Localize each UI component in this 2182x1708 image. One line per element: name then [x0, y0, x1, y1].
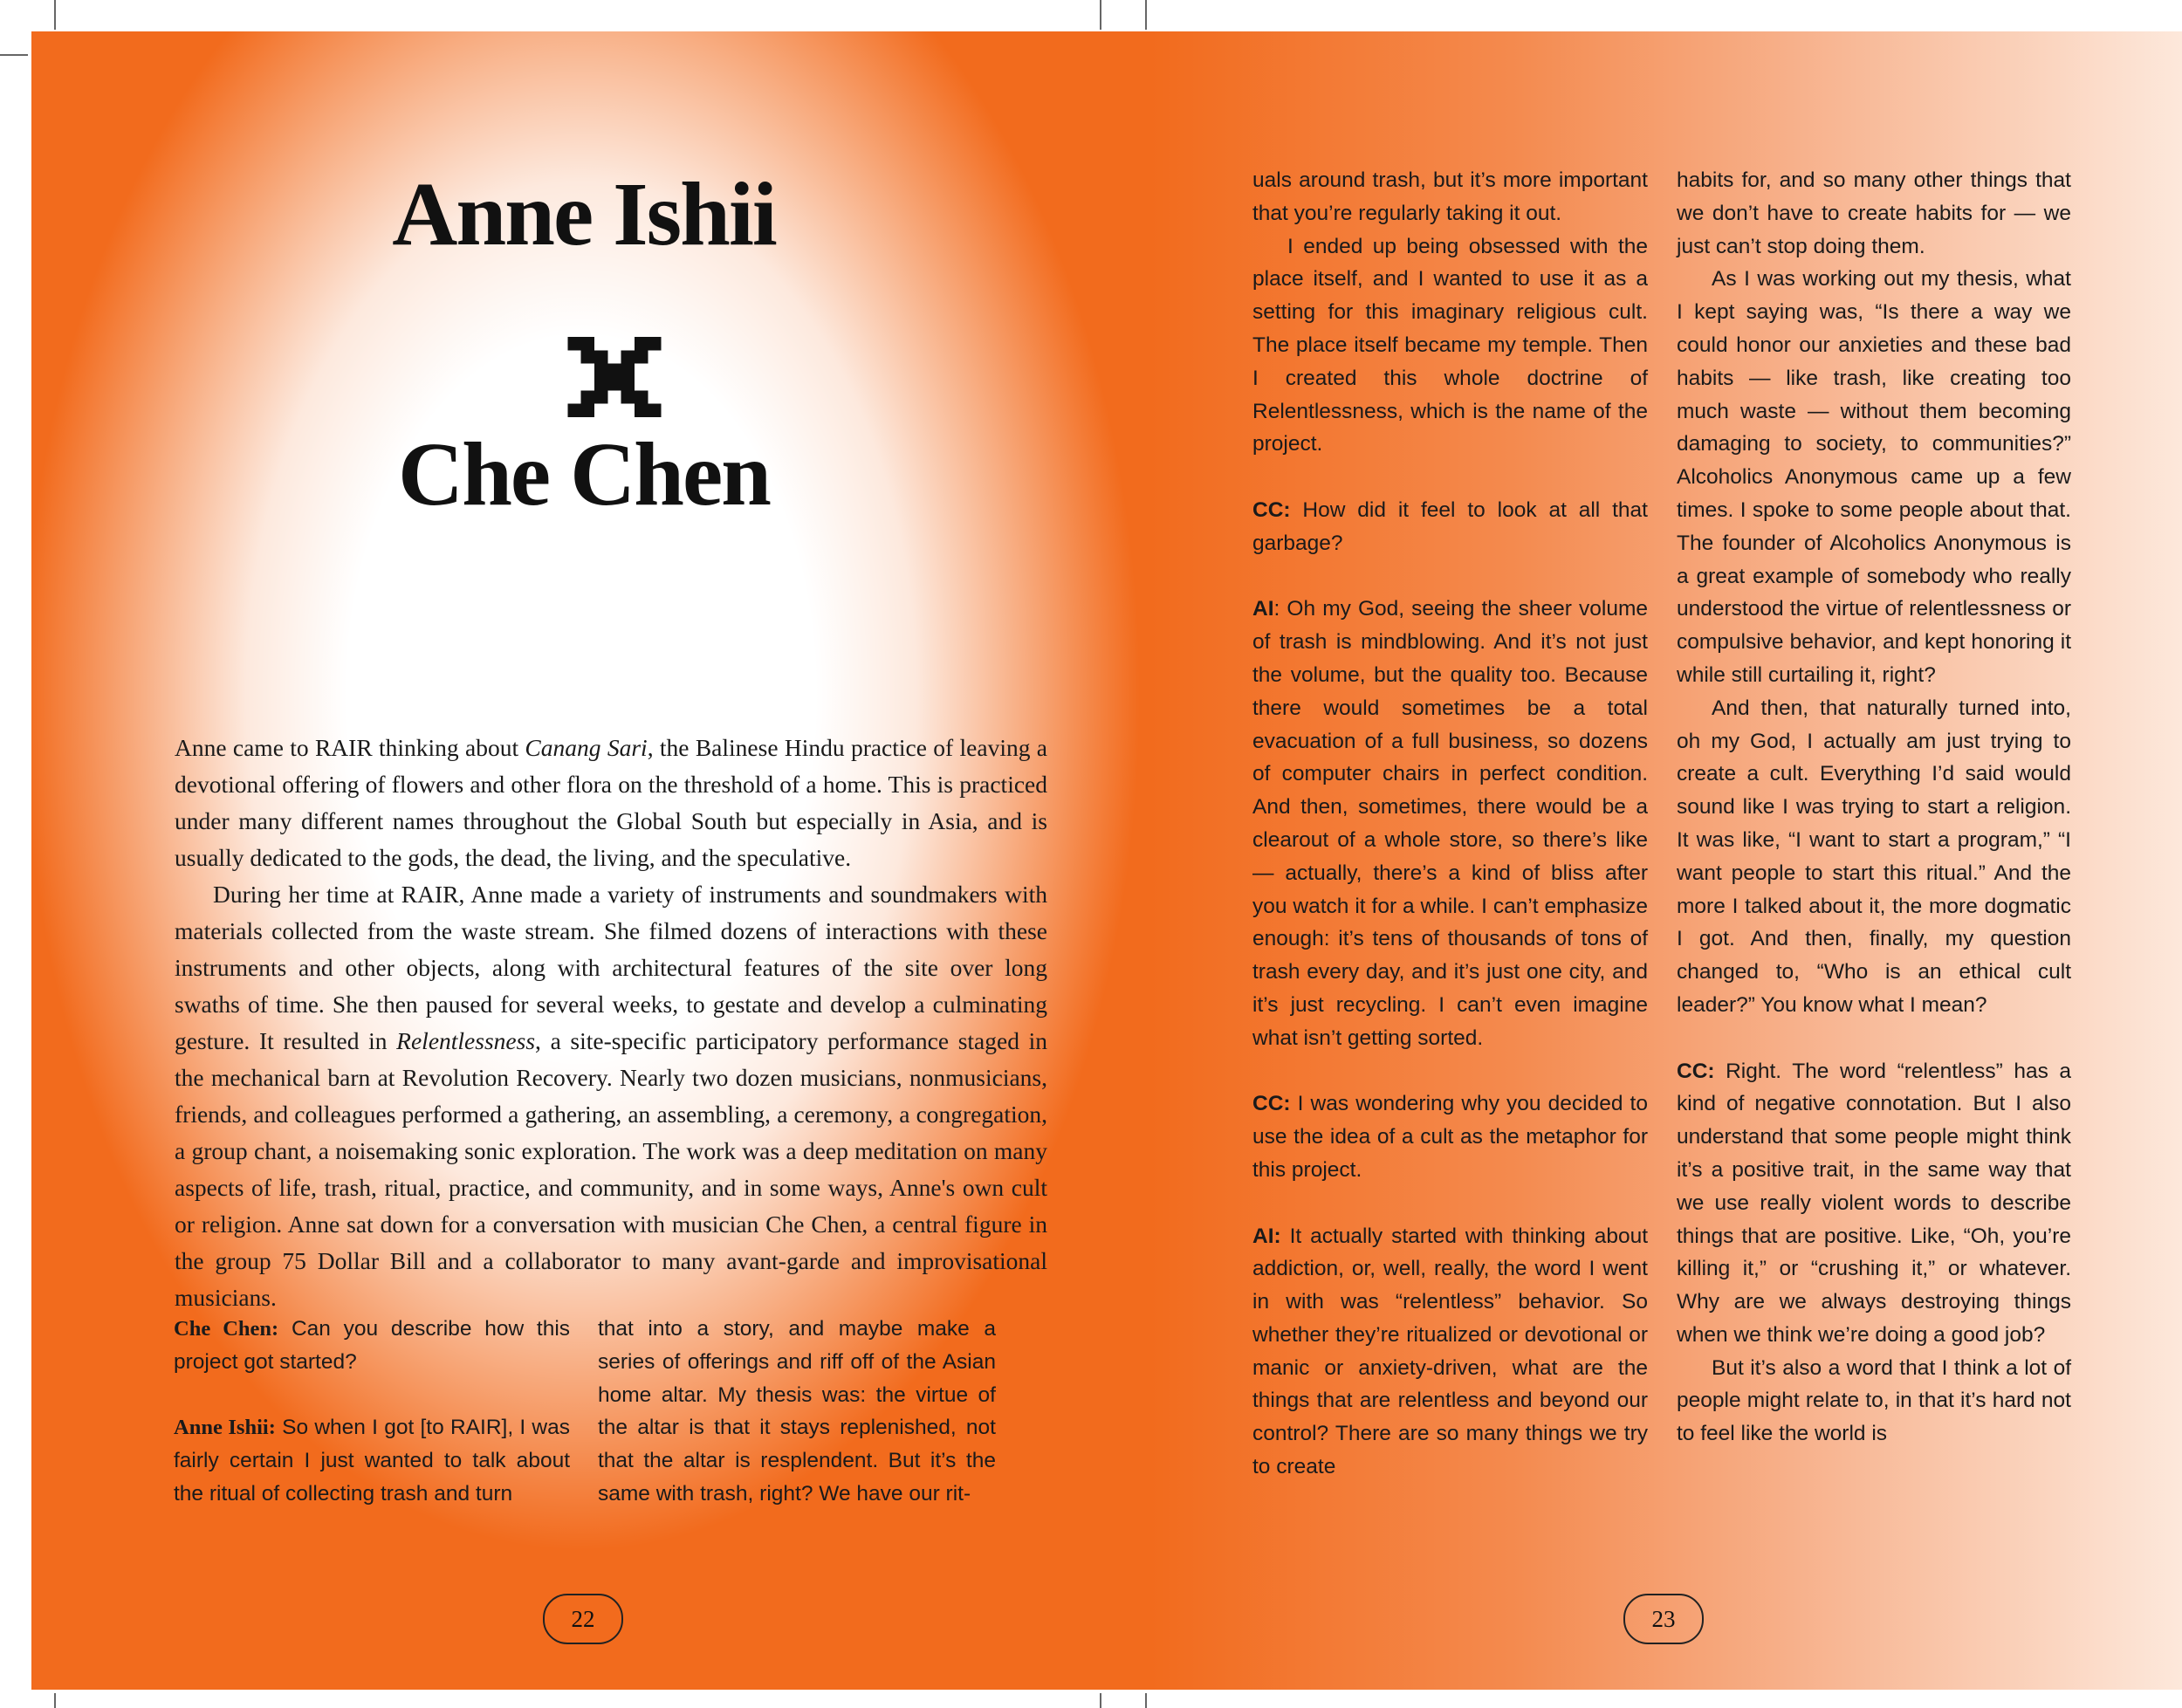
- crop-mark: [54, 0, 56, 30]
- speaker-label: CC:: [1252, 497, 1291, 522]
- crop-mark: [54, 1693, 56, 1708]
- question: [1252, 494, 1648, 560]
- intro-text-run: , the Balinese Hindu practice of leaving a devotional offering of flowers and other flora on the threshold of a home. This is practiced under many different names throughout the Global South but especially in Asia, and is usually dedicated to the gods, the dead, the living, and the speculative.: [175, 734, 1048, 871]
- right-column-1: [1252, 164, 1648, 1484]
- right-column-2: [1677, 164, 2071, 1451]
- crop-mark: [1100, 0, 1101, 30]
- answer-text: I ended up being obsessed with the place itself, and I wanted to use it as a setting for this imaginary religious cult. The place itself became my temple. Then I created this whole doctrine of Relentlessness, which is the name of the project.: [1252, 234, 1648, 456]
- left-column-1: [174, 1313, 570, 1511]
- answer-text: But it’s also a word that I think a lot of people might relate to, in that it’s hard not to feel like the world is: [1677, 1355, 2071, 1446]
- left-column-2: [598, 1313, 996, 1511]
- page-number: 23: [1623, 1594, 1704, 1644]
- answer-text: And then, that naturally turned into, oh my God, I actually am just trying to create a cult. Everything I’d said would sound like I was trying to start a religion. It was like, “I want to start a program,” “I want people to start this ritual.” And the more I talked about it, the more dogmatic I got. And then, finally, my question changed to, “Who is an ethical cult leader?” You know what I mean?: [1677, 696, 2071, 1017]
- answer-text: It actually started with thinking about addiction, or, well, really, the word I went in with was “relentless” behavior. So whether they’re ritualized or devotional or manic or anxiety-driven, what are the things that are relentless and beyond our control? There are so many things we try to create: [1252, 1224, 1648, 1479]
- question-text: I was wondering why you decided to use the idea of a cult as the metaphor for this project.: [1252, 1092, 1648, 1182]
- answer-text: : Oh my God, seeing the sheer volume of trash is mindblowing. And it’s not just the volume, but the quality too. Because there would sometimes be a total evacuation of a full business, so dozens of computer chairs in perfect condition. And then, sometimes, there would be a clearout of a whole store, so there’s like — actually, there’s a kind of bliss after you watch it for a while. I can’t emphasize enough: it’s tens of thousands of tons of trash every day, and it’s just one city, and it’s just recycling. I can’t even imagine what isn’t getting sorted.: [1252, 597, 1648, 1050]
- intro-text: [175, 730, 1047, 1316]
- question: [1677, 1055, 2071, 1352]
- crop-mark: [1145, 1693, 1147, 1708]
- answer-text: that into a story, and maybe make a series of offerings and riff off of the Asian home altar. My thesis was: the virtue of the altar is that it stays replenished, not that the altar is resplendent. But it’s the same with trash, right? We have our rit-: [598, 1317, 996, 1506]
- left-page: [31, 31, 1151, 1690]
- speaker-label: AI: [1252, 597, 1274, 621]
- intro-italic: Relentlessness: [396, 1027, 536, 1054]
- intro-text-run: , a site-specific participatory performance staged in the mechanical barn at Revolution Recovery. Nearly two dozen musicians, nonmusicians, friends, and colleagues performed a gathering, an assembling, a ceremony, a congregation, a group chant, a noisemaking sonic exploration. The work was a deep meditation on many aspects of life, trash, ritual, practice, and community, and in some ways, Anne's own cult or religion. Anne sat down for a conversation with musician Che Chen, a central figure in the group 75 Dollar Bill and a collaborator to many avant-garde and improvisational musicians.: [175, 1027, 1047, 1311]
- question-text: Can you describe how this project got started?: [174, 1317, 571, 1374]
- speaker-label: CC:: [1252, 1092, 1291, 1116]
- speaker-label: AI:: [1252, 1224, 1281, 1248]
- speaker-label: CC:: [1677, 1059, 1715, 1083]
- speaker-label: Anne Ishii:: [174, 1416, 276, 1440]
- answer: [1252, 593, 1648, 1054]
- speaker-label: Che Chen:: [174, 1317, 279, 1341]
- page-number: 22: [543, 1594, 623, 1644]
- answer-text: uals around trash, but it’s more important that you’re regularly taking it out.: [1252, 168, 1648, 225]
- title-anne-ishii: Anne Ishii: [392, 164, 776, 264]
- answer-text: habits for, and so many other things that we don’t have to create habits for — we just can’t stop doing them.: [1677, 168, 2071, 258]
- crop-mark: [0, 54, 28, 56]
- intro-paragraph: [175, 730, 1047, 876]
- right-page: [1151, 31, 2182, 1690]
- intro-text-run: Anne came to RAIR thinking about: [175, 734, 525, 761]
- intro-paragraph: [175, 876, 1047, 1316]
- intro-text-run: During her time at RAIR, Anne made a variety of instruments and soundmakers with materials collected from the waste stream. She filmed dozens of interactions with these instruments and other objects, along with architectural features of the site over long swaths of time. She then paused for several weeks, to gestate and develop a culminating gesture. It resulted in: [175, 881, 1047, 1054]
- pixel-x-icon: [566, 337, 663, 417]
- answer: [1252, 1220, 1648, 1484]
- question: [174, 1313, 570, 1379]
- question: [1252, 1087, 1648, 1186]
- answer: [174, 1411, 570, 1510]
- answer-text: As I was working out my thesis, what I kept saying was, “Is there a way we could honor our anxieties and these bad habits — like trash, like creating too much waste — without them becoming damaging to society, to communities?” Alcoholics Anonymous came up a few times. I spoke to some people about that. The founder of Alcoholics Anonymous is a great example of somebody who really understood the virtue of relentlessness or compulsive behavior, and kept honoring it while still curtailing it, right?: [1677, 267, 2071, 687]
- crop-mark: [1100, 1693, 1101, 1708]
- intro-italic: Canang Sari: [525, 734, 648, 761]
- crop-mark: [1145, 0, 1147, 30]
- title-che-chen: Che Chen: [397, 424, 771, 525]
- answer-text: So when I got [to RAIR], I was fairly certain I just wanted to talk about the ritual of collecting trash and turn: [174, 1416, 570, 1506]
- question-text: How did it feel to look at all that garbage?: [1252, 497, 1648, 555]
- question-text: Right. The word “relentless” has a kind of negative connotation. But I also understand that some people might think it’s a positive trait, in the same way that we use really violent words to describe things that are positive. Like, “Oh, you’re killing it,” or “crushing it,” or whatever. Why are we always destroying things when we think we’re doing a good job?: [1677, 1059, 2071, 1347]
